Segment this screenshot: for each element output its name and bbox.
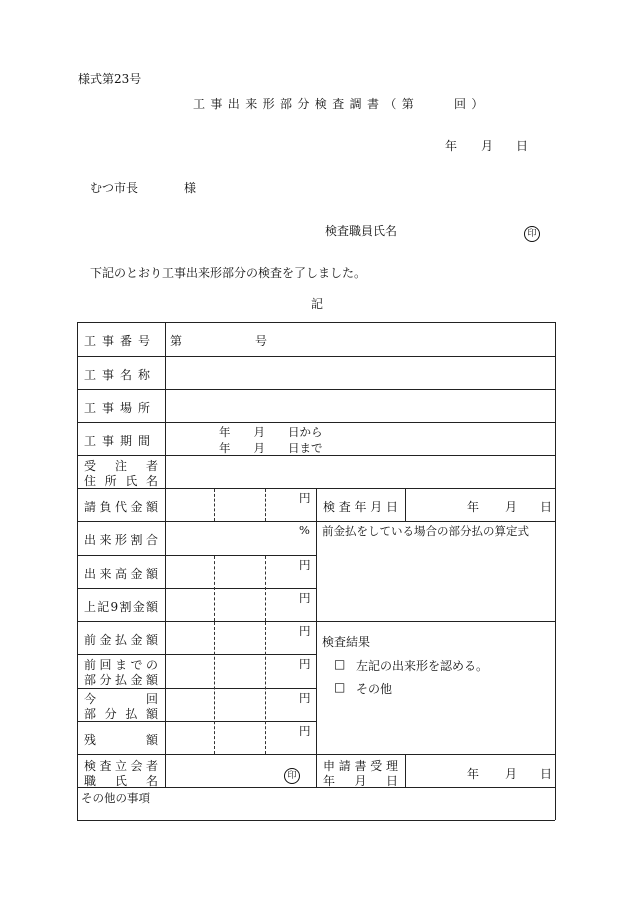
progress-amount-label: 出来高金額 xyxy=(84,567,158,581)
ninety-percent-label: 上記9割金額 xyxy=(84,600,158,614)
digit-separator xyxy=(214,556,215,621)
digit-separator xyxy=(265,489,266,521)
result-option-other: その他 xyxy=(356,682,393,696)
work-number-prefix: 第 xyxy=(170,334,183,348)
form-number: 様式第23号 xyxy=(78,72,142,86)
contractor-label-1: 受注者 xyxy=(84,459,158,473)
yen-unit: 円 xyxy=(299,724,311,738)
result-checkbox-1[interactable]: □ xyxy=(334,657,346,671)
application-received-label-2: 年月日 xyxy=(323,774,398,788)
digit-separator xyxy=(214,489,215,521)
result-checkbox-2[interactable]: □ xyxy=(334,680,346,694)
current-partial-label-1: 今回 xyxy=(84,692,158,706)
label-divider xyxy=(165,322,166,787)
date-day: 日 xyxy=(516,139,529,153)
seal-icon: 印 xyxy=(524,226,540,242)
yen-unit: 円 xyxy=(299,624,311,638)
current-partial-label-2: 部分払額 xyxy=(84,707,158,721)
contractor-label-2: 住所氏名 xyxy=(84,474,158,488)
result-option-approve: 左記の出来形を認める。 xyxy=(356,659,489,673)
witness-label-1: 検査立会者 xyxy=(84,759,158,773)
inspection-date-label: 検査年月日 xyxy=(323,500,398,514)
contract-amount-label: 請負代金額 xyxy=(84,500,158,514)
table-border-left xyxy=(77,322,78,820)
witness-seal xyxy=(284,763,300,784)
work-name-label: 工事名称 xyxy=(84,368,157,382)
percent-unit: % xyxy=(299,523,310,537)
date-divider xyxy=(405,488,406,521)
addressee-name: むつ市長 xyxy=(90,181,139,195)
advance-payment-label: 前金払金額 xyxy=(84,633,158,647)
application-received-label-1: 申請書受理 xyxy=(323,759,398,773)
inspection-date-day: 日 xyxy=(540,500,553,514)
row-line xyxy=(77,688,316,689)
work-period-label: 工事期間 xyxy=(84,434,157,448)
work-period-to: 年 月 日まで xyxy=(219,441,323,455)
inspection-result-label: 検査結果 xyxy=(322,635,371,649)
yen-unit: 円 xyxy=(299,491,311,505)
date-divider xyxy=(405,754,406,787)
inspection-date-month: 月 xyxy=(505,500,518,514)
center-divider xyxy=(316,488,317,787)
yen-unit: 円 xyxy=(299,657,311,671)
yen-unit: 円 xyxy=(299,558,311,572)
addressee-honorific: 様 xyxy=(184,181,197,195)
progress-ratio-label: 出来形割合 xyxy=(84,533,158,547)
digit-separator xyxy=(265,556,266,621)
previous-partial-label-1: 前回までの xyxy=(84,658,158,672)
seal-icon: 印 xyxy=(284,768,300,784)
application-date-year: 年 xyxy=(467,767,480,781)
intro-text: 下記のとおり工事出来形部分の検査を了しました。 xyxy=(90,266,367,280)
application-date-day: 日 xyxy=(540,767,553,781)
application-date-month: 月 xyxy=(505,767,518,781)
row-line xyxy=(77,422,555,423)
yen-unit: 円 xyxy=(299,691,311,705)
date-year: 年 xyxy=(445,139,458,153)
previous-partial-label-2: 部分払金額 xyxy=(84,673,158,687)
work-number-suffix: 号 xyxy=(255,334,268,348)
page-title: 工事出来形部分検査調書（第 回） xyxy=(193,97,489,111)
witness-label-2: 職氏名 xyxy=(84,774,158,788)
ki-label: 記 xyxy=(311,297,324,311)
formula-label: 前金払をしている場合の部分払の算定式 xyxy=(322,524,529,538)
table-border-right xyxy=(555,322,556,820)
table-border-bottom xyxy=(77,820,555,821)
balance-label: 残額 xyxy=(84,733,158,747)
table-border-top xyxy=(77,322,555,323)
digit-separator xyxy=(265,622,266,754)
digit-separator xyxy=(214,622,215,754)
row-line xyxy=(77,356,555,357)
row-line xyxy=(77,555,316,556)
date-month: 月 xyxy=(481,139,494,153)
other-matters-label: その他の事項 xyxy=(81,791,150,805)
yen-unit: 円 xyxy=(299,591,311,605)
row-line xyxy=(77,588,316,589)
inspector-label: 検査職員氏名 xyxy=(325,224,398,238)
work-place-label: 工事場所 xyxy=(84,401,157,415)
inspection-date-year: 年 xyxy=(467,500,480,514)
row-line xyxy=(77,654,316,655)
row-line xyxy=(77,389,555,390)
inspector-seal xyxy=(524,221,540,242)
work-period-from: 年 月 日から xyxy=(219,425,323,439)
work-number-label: 工事番号 xyxy=(84,334,157,348)
